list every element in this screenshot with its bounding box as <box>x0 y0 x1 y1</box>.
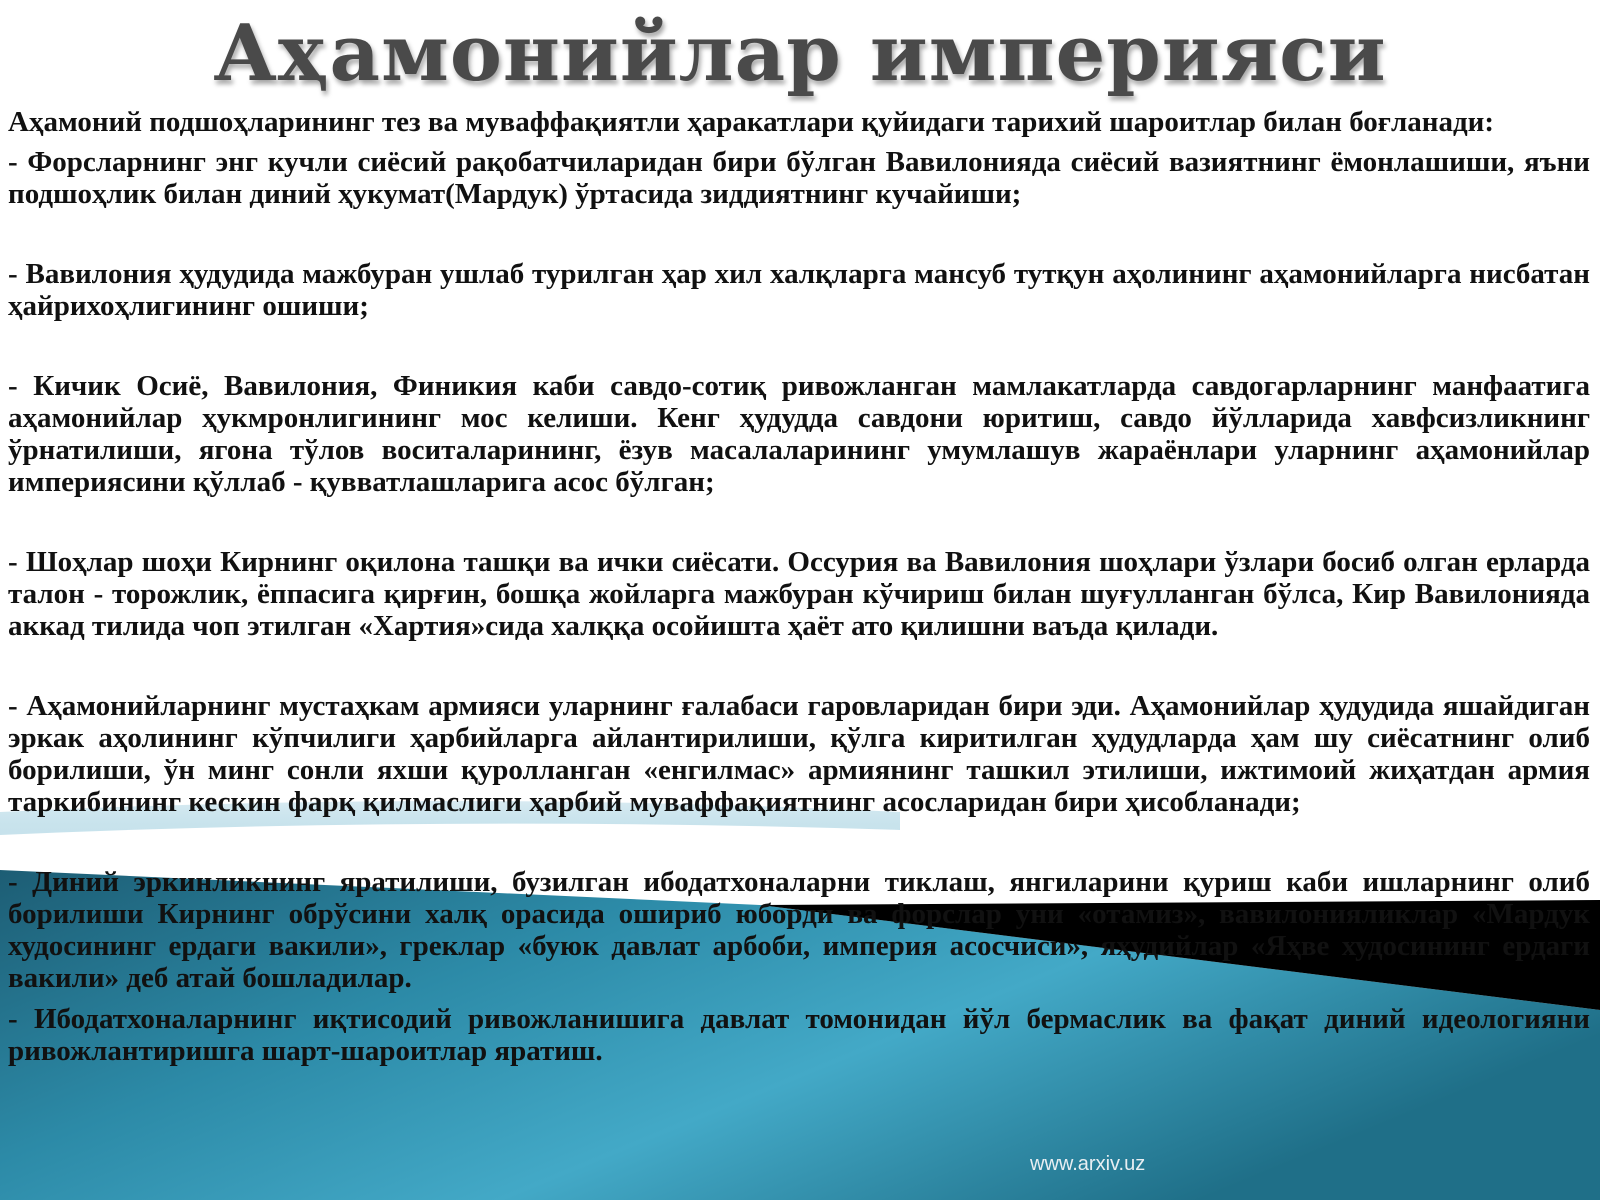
point-paragraph-cyrus-policy: - Шоҳлар шоҳи Кирнинг оқилона ташқи ва ички сиёсати. Оссурия ва Вавилония шоҳлари ўзлари босиб олган ерларда талон - торожлик, ёппасига қирғин, бошқа жойларга мажбуран кўчириш билан шуғулланган бўлса, Кир Вавилонияда аккад тилида чоп этилган «Хартия»сида халққа осойишта ҳаёт ато қилишни ваъда қилади. <box>8 546 1590 642</box>
slide-body <box>8 106 1590 1067</box>
point-paragraph-religious-freedom: - Диний эркинликнинг яратилиши, бузилган ибодатхоналарни тиклаш, янгиларини қуриш каби ишларнинг олиб борилиши Кирнинг обрўсини халқ орасида ошириб юборди ва форслар уни «отамиз», вавилонияликлар «Мардук худосининг ердаги вакили», греклар «буюк давлат арбоби, империя асосчиси», яҳудийлар «Яҳве худосининг ердаги вакили» деб атай бошладилар. <box>8 866 1590 994</box>
slide-title: Аҳамонийлар империяси <box>213 8 1387 99</box>
point-paragraph-temples-economy: - Ибодатхоналарнинг иқтисодий ривожланишига давлат томонидан йўл бермаслик ва фақат диний идеологияни ривожлантиришга шарт-шароитлар яратиш. <box>8 1003 1590 1067</box>
point-paragraph-captive-population: - Вавилония ҳудудида мажбуран ушлаб турилган ҳар хил халқларга мансуб тутқун аҳолининг аҳамонийларга нисбатан ҳайрихоҳлигининг ошиши; <box>8 258 1590 322</box>
point-paragraph-babylon-politics: - Форсларнинг энг кучли сиёсий рақобатчиларидан бири бўлган Вавилонияда сиёсий вазиятнинг ёмонлашиши, яъни подшоҳлик билан диний ҳукумат(Мардук) ўртасида зиддиятнинг кучайиши; <box>8 146 1590 210</box>
footer-watermark: www.arxiv.uz <box>1030 1153 1146 1175</box>
point-paragraph-army: - Аҳамонийларнинг мустаҳкам армияси уларнинг ғалабаси гаровларидан бири эди. Аҳамонийлар ҳудудида яшайдиган эркак аҳолининг кўпчилиги ҳарбийларга айлантирилиши, қўлга киритилган ҳудудларда ҳам шу сиёсатнинг олиб борилиши, ўн минг сонли яхши қуролланган «енгилмас» армиянинг ташкил этилиши, ижтимоий жиҳатдан армия таркибининг кескин фарқ қилмаслиги ҳарбий муваффақиятнинг асосларидан бири ҳисобланади; <box>8 690 1590 818</box>
point-paragraph-trade: - Кичик Осиё, Вавилония, Финикия каби савдо-сотиқ ривожланган мамлакатларда савдогарларнинг манфаатига аҳамонийлар ҳукмронлигининг мос келиши. Кенг ҳудудда савдони юритиш, савдо йўлларида хавфсизликнинг ўрнатилиши, ягона тўлов воситаларининг, ёзув масалаларининг умумлашув жараёнлари уларнинг аҳамонийлар империясини қўллаб - қувватлашларига асос бўлган; <box>8 370 1590 498</box>
intro-paragraph: Аҳамоний подшоҳларининг тез ва муваффақиятли ҳаракатлари қуйидаги тарихий шароитлар билан боғланади: <box>8 106 1494 138</box>
